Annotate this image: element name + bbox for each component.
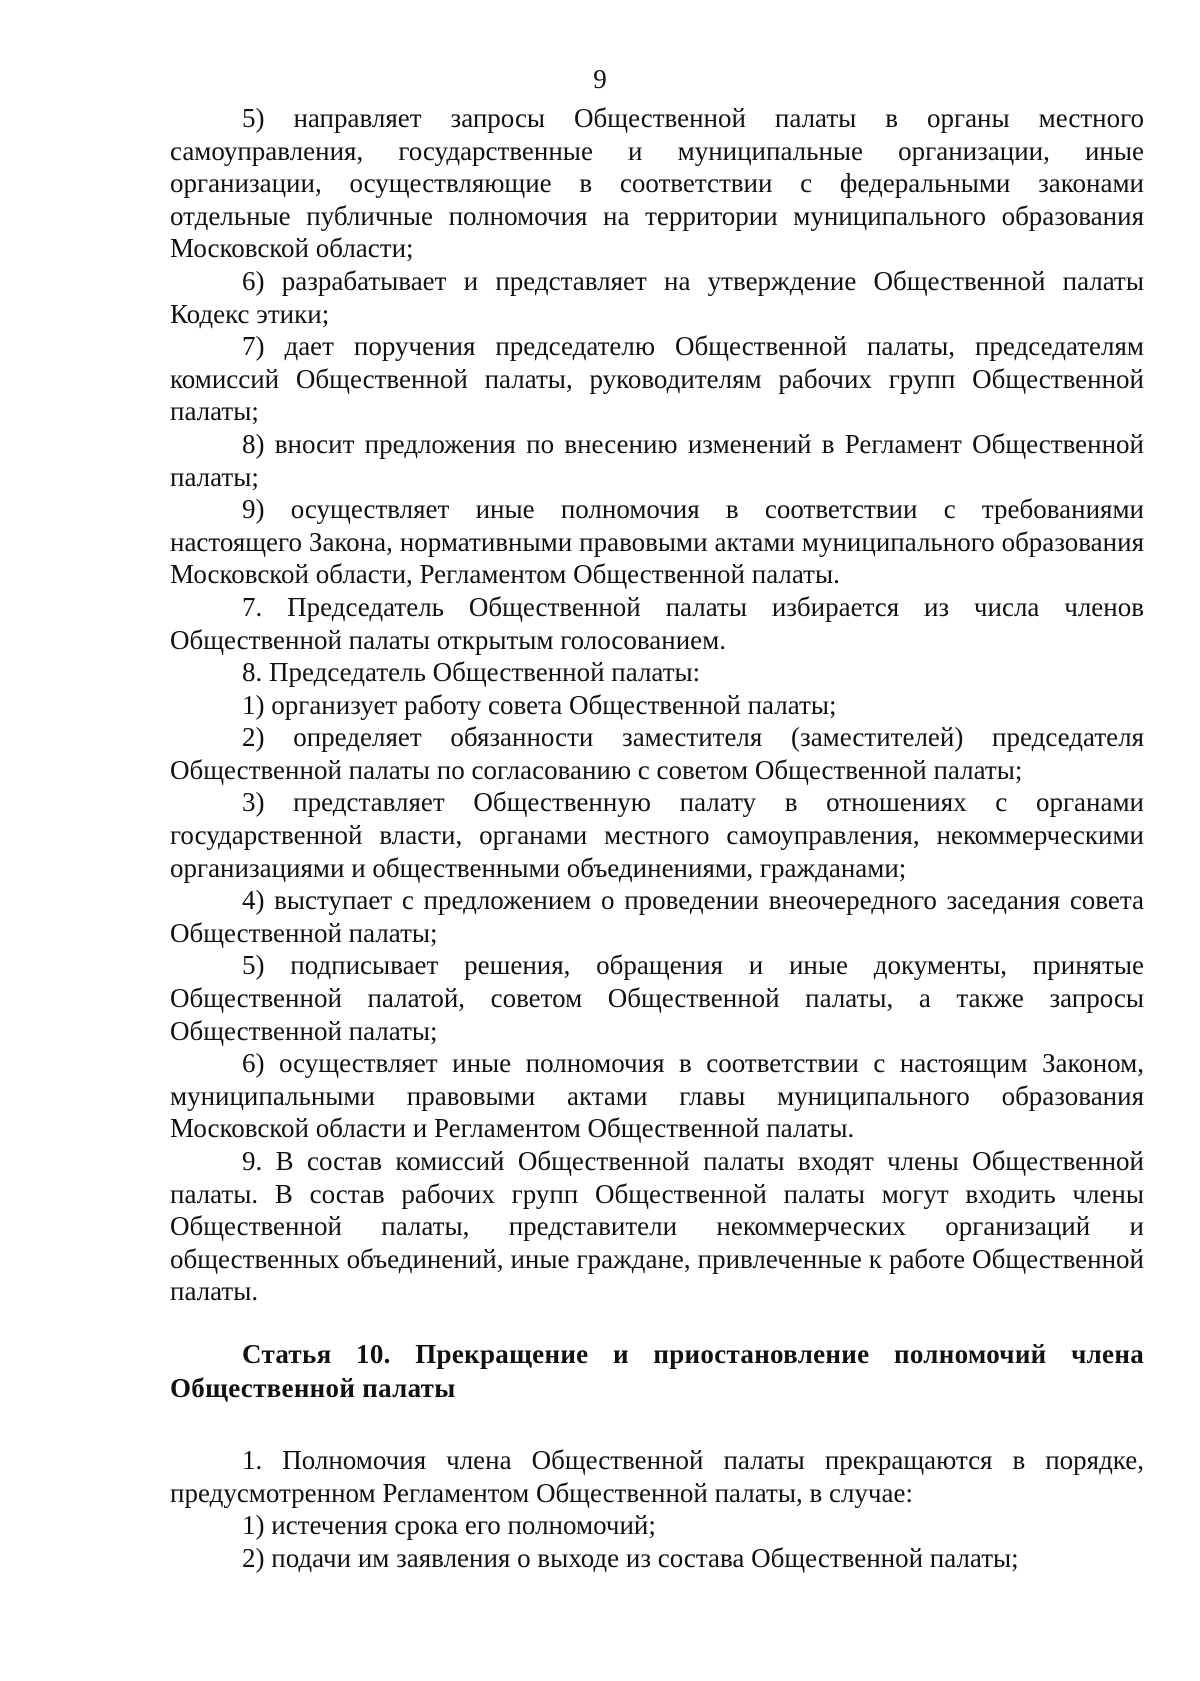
paragraph-item-9-other-powers: 9) осуществляет иные полномочия в соответствии с требованиями настоящего Закона, нормативными правовыми актами муниципального образования Московской области, Регламентом Общественной палаты. xyxy=(170,494,1144,590)
paragraph-chairman-item-1: 1) организует работу совета Общественной палаты; xyxy=(242,689,837,720)
paragraph-chairman-item-4: 4) выступает с предложением о проведении внеочередного заседания совета Общественной палаты; xyxy=(170,885,1144,948)
paragraph-chairman-item-5: 5) подписывает решения, обращения и иные документы, принятые Общественной палатой, советом Общественной палаты, а также запросы Общественной палаты; xyxy=(170,950,1144,1046)
article-10-heading: Статья 10. Прекращение и приостановление полномочий члена Общественной палаты xyxy=(170,1338,1144,1403)
paragraph-item-5-queries: 5) направляет запросы Общественной палаты в органы местного самоуправления, государственные и муниципальные организации, иные организации, осуществляющие в соответствии с федеральными законами отдельные публичные полномочия на территории муниципального образования Московской области; xyxy=(170,103,1144,264)
paragraph-item-6-ethics-code: 6) разрабатывает и представляет на утверждение Общественной палаты Кодекс этики; xyxy=(170,265,1144,329)
paragraph-clause-8-chairman: 8. Председатель Общественной палаты: xyxy=(242,657,701,688)
document-body xyxy=(170,102,1144,1574)
paragraph-article-10-item-2: 2) подачи им заявления о выходе из состава Общественной палаты; xyxy=(242,1542,1019,1573)
paragraph-article-10-item-1: 1) истечения срока его полномочий; xyxy=(242,1510,656,1541)
paragraph-chairman-item-6: 6) осуществляет иные полномочия в соответствии с настоящим Законом, муниципальными правовыми актами главы муниципального образования Московской области и Регламентом Общественной палаты. xyxy=(170,1048,1144,1144)
paragraph-clause-9-commissions: 9. В состав комиссий Общественной палаты входят члены Общественной палаты. В состав рабочих групп Общественной палаты могут входить члены Общественной палаты, представители некоммерческих организаций и общественных объединений, иные граждане, привлеченные к работе Общественной палаты. xyxy=(170,1146,1144,1307)
paragraph-clause-7-chairman-election: 7. Председатель Общественной палаты избирается из числа членов Общественной палаты открытым голосованием. xyxy=(170,591,1144,655)
paragraph-chairman-item-3: 3) представляет Общественную палату в отношениях с органами государственной власти, органами местного самоуправления, некоммерческими организациями и общественными объединениями, гражданами; xyxy=(170,787,1144,883)
paragraph-item-8-regulation-changes: 8) вносит предложения по внесению изменений в Регламент Общественной палаты; xyxy=(170,428,1144,492)
paragraph-item-7-instructions: 7) дает поручения председателю Общественной палаты, председателям комиссий Общественной палаты, руководителям рабочих групп Общественной палаты; xyxy=(170,331,1144,427)
page-number: 9 xyxy=(593,64,607,94)
paragraph-article-10-clause-1: 1. Полномочия члена Общественной палаты прекращаются в порядке, предусмотренном Регламентом Общественной палаты, в случае: xyxy=(170,1444,1144,1508)
paragraph-chairman-item-2: 2) определяет обязанности заместителя (заместителей) председателя Общественной палаты по согласованию с советом Общественной палаты; xyxy=(170,722,1144,785)
